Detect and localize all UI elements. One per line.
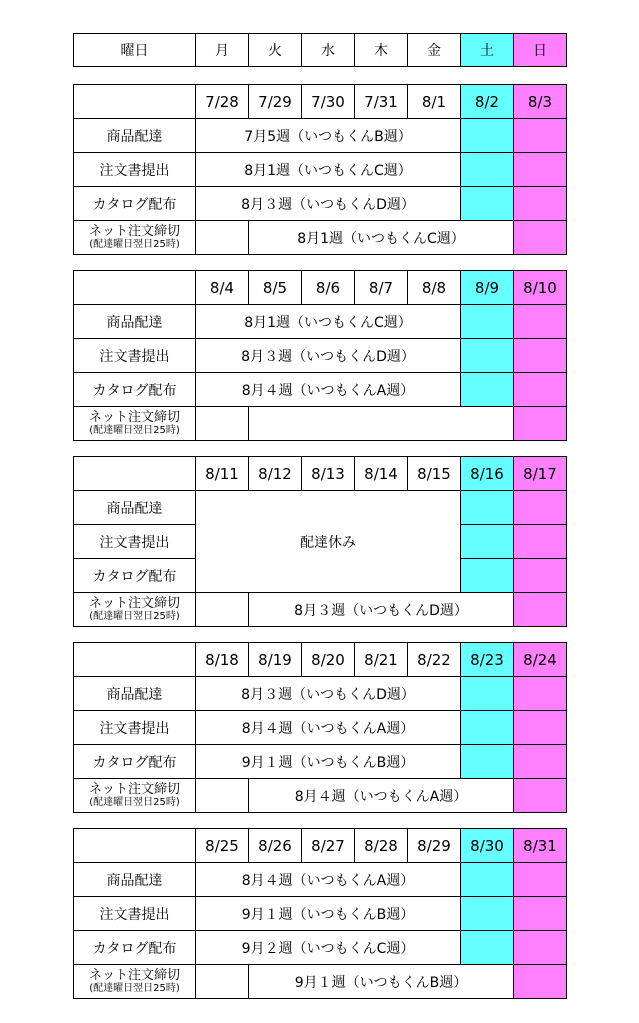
order-value: 8月３週（いつもくんD週）: [196, 339, 461, 373]
order-label: 注文書提出: [74, 525, 196, 559]
date-cell-sat: 8/23: [461, 643, 514, 677]
delivery-row: [74, 305, 567, 339]
net-deadline-blank: [196, 221, 249, 255]
week-table-3: [73, 456, 567, 627]
sat-cell: [461, 187, 514, 221]
catalog-label: カタログ配布: [74, 373, 196, 407]
sun-cell: [514, 373, 567, 407]
sun-cell: [514, 491, 567, 525]
week-table-4: [73, 642, 567, 813]
net-deadline-label-main: ネット注文締切: [88, 967, 180, 983]
sun-cell: [514, 407, 567, 441]
date-cell-sun: 8/31: [514, 829, 567, 863]
date-cell: 8/22: [408, 643, 461, 677]
sun-cell: [514, 153, 567, 187]
day-fri: 金: [408, 34, 461, 67]
sun-cell: [514, 897, 567, 931]
sat-cell: [461, 119, 514, 153]
sun-cell: [514, 745, 567, 779]
delivery-label: 商品配達: [74, 119, 196, 153]
order-label: 注文書提出: [74, 711, 196, 745]
net-deadline-row: [74, 593, 567, 627]
sun-cell: [514, 119, 567, 153]
sun-cell: [514, 593, 567, 627]
sat-cell: [461, 525, 514, 559]
date-cell: 8/29: [408, 829, 461, 863]
date-cell: 8/11: [196, 457, 249, 491]
sat-cell: [461, 339, 514, 373]
sun-cell: [514, 221, 567, 255]
sat-cell: [461, 305, 514, 339]
net-deadline-row: [74, 221, 567, 255]
day-tue: 火: [249, 34, 302, 67]
week-table-5: [73, 828, 567, 999]
order-value: 8月1週（いつもくんC週）: [196, 153, 461, 187]
date-row-blank: [74, 271, 196, 305]
date-cell: 8/6: [302, 271, 355, 305]
sun-cell: [514, 559, 567, 593]
net-deadline-label: [74, 779, 196, 813]
net-deadline-blank: [196, 965, 249, 999]
order-label: 注文書提出: [74, 153, 196, 187]
delivery-value: 7月5週（いつもくんB週）: [196, 119, 461, 153]
net-deadline-row: [74, 779, 567, 813]
net-deadline-blank: [196, 407, 249, 441]
date-cell: 8/20: [302, 643, 355, 677]
delivery-row: [74, 677, 567, 711]
net-deadline-label-main: ネット注文締切: [88, 223, 180, 239]
catalog-value: 8月４週（いつもくんA週）: [196, 373, 461, 407]
date-cell-sat: 8/30: [461, 829, 514, 863]
catalog-value: 9月２週（いつもくんC週）: [196, 931, 461, 965]
date-cell: 8/28: [355, 829, 408, 863]
net-deadline-label-main: ネット注文締切: [88, 781, 180, 797]
date-cell: 7/29: [249, 85, 302, 119]
sun-cell: [514, 677, 567, 711]
sun-cell: [514, 339, 567, 373]
date-row-blank: [74, 457, 196, 491]
order-value: 8月４週（いつもくんA週）: [196, 711, 461, 745]
delivery-row: [74, 863, 567, 897]
catalog-label: カタログ配布: [74, 187, 196, 221]
net-deadline-value: 8月３週（いつもくんD週）: [249, 593, 514, 627]
net-deadline-row: [74, 965, 567, 999]
date-cell-sun: 8/10: [514, 271, 567, 305]
delivery-value: 8月３週（いつもくんD週）: [196, 677, 461, 711]
date-cell-sun: 8/24: [514, 643, 567, 677]
delivery-value: 8月1週（いつもくんC週）: [196, 305, 461, 339]
delivery-value: 8月４週（いつもくんA週）: [196, 863, 461, 897]
date-cell: 7/30: [302, 85, 355, 119]
delivery-row: [74, 491, 567, 525]
date-row: [74, 829, 567, 863]
delivery-label: 商品配達: [74, 491, 196, 525]
date-cell-sun: 8/3: [514, 85, 567, 119]
net-deadline-label-sub: (配達曜日翌日25時): [89, 238, 180, 250]
sun-cell: [514, 863, 567, 897]
net-deadline-blank: [196, 593, 249, 627]
date-row-blank: [74, 829, 196, 863]
holiday-notice: 配達休み: [196, 491, 461, 593]
date-cell: 7/28: [196, 85, 249, 119]
net-deadline-label-main: ネット注文締切: [88, 409, 180, 425]
net-deadline-label: [74, 221, 196, 255]
day-sat: 土: [461, 34, 514, 67]
net-deadline-value: 8月４週（いつもくんA週）: [249, 779, 514, 813]
sat-cell: [461, 153, 514, 187]
delivery-label: 商品配達: [74, 863, 196, 897]
net-deadline-value: 8月1週（いつもくんC週）: [249, 221, 514, 255]
date-cell-sat: 8/16: [461, 457, 514, 491]
net-deadline-blank: [196, 779, 249, 813]
order-label: 注文書提出: [74, 339, 196, 373]
sun-cell: [514, 187, 567, 221]
date-cell: 8/19: [249, 643, 302, 677]
net-deadline-label: [74, 965, 196, 999]
net-deadline-value: 9月１週（いつもくんB週）: [249, 965, 514, 999]
delivery-row: [74, 119, 567, 153]
catalog-row: [74, 373, 567, 407]
date-cell: 8/1: [408, 85, 461, 119]
sat-cell: [461, 373, 514, 407]
sun-cell: [514, 711, 567, 745]
catalog-label: カタログ配布: [74, 931, 196, 965]
date-cell: 8/5: [249, 271, 302, 305]
net-deadline-label-sub: (配達曜日翌日25時): [89, 796, 180, 808]
sat-cell: [461, 559, 514, 593]
date-cell-sat: 8/9: [461, 271, 514, 305]
order-label: 注文書提出: [74, 897, 196, 931]
date-row-blank: [74, 85, 196, 119]
date-cell: 8/26: [249, 829, 302, 863]
net-deadline-label-sub: (配達曜日翌日25時): [89, 982, 180, 994]
day-wed: 水: [302, 34, 355, 67]
order-row: [74, 897, 567, 931]
net-deadline-label-sub: (配達曜日翌日25時): [89, 610, 180, 622]
week-table-1: [73, 84, 567, 255]
date-cell: 8/27: [302, 829, 355, 863]
sun-cell: [514, 931, 567, 965]
weekday-header-row: [74, 34, 567, 67]
date-row: [74, 271, 567, 305]
order-row: [74, 339, 567, 373]
date-cell: 8/18: [196, 643, 249, 677]
sat-cell: [461, 897, 514, 931]
catalog-row: [74, 931, 567, 965]
date-cell: 8/25: [196, 829, 249, 863]
net-deadline-label-sub: (配達曜日翌日25時): [89, 424, 180, 436]
date-cell: 8/12: [249, 457, 302, 491]
delivery-label: 商品配達: [74, 677, 196, 711]
sun-cell: [514, 525, 567, 559]
date-cell: 8/15: [408, 457, 461, 491]
date-cell: 8/4: [196, 271, 249, 305]
weekday-header-table: [73, 33, 567, 67]
catalog-value: 9月１週（いつもくんB週）: [196, 745, 461, 779]
net-deadline-value: [249, 407, 514, 441]
date-cell: 8/14: [355, 457, 408, 491]
date-row-blank: [74, 643, 196, 677]
order-row: [74, 153, 567, 187]
weekday-label: 曜日: [74, 34, 196, 67]
order-row: [74, 711, 567, 745]
net-deadline-row: [74, 407, 567, 441]
sat-cell: [461, 491, 514, 525]
order-value: 9月１週（いつもくんB週）: [196, 897, 461, 931]
sun-cell: [514, 779, 567, 813]
sat-cell: [461, 745, 514, 779]
sun-cell: [514, 965, 567, 999]
sat-cell: [461, 863, 514, 897]
catalog-row: [74, 745, 567, 779]
sat-cell: [461, 931, 514, 965]
net-deadline-label: [74, 593, 196, 627]
date-row: [74, 457, 567, 491]
net-deadline-label-main: ネット注文締切: [88, 595, 180, 611]
sat-cell: [461, 677, 514, 711]
date-cell: 8/13: [302, 457, 355, 491]
catalog-row: [74, 187, 567, 221]
catalog-label: カタログ配布: [74, 745, 196, 779]
catalog-label: カタログ配布: [74, 559, 196, 593]
date-cell: 8/21: [355, 643, 408, 677]
net-deadline-label: [74, 407, 196, 441]
catalog-value: 8月３週（いつもくんD週）: [196, 187, 461, 221]
sat-cell: [461, 711, 514, 745]
date-cell-sun: 8/17: [514, 457, 567, 491]
date-row: [74, 643, 567, 677]
date-row: [74, 85, 567, 119]
date-cell-sat: 8/2: [461, 85, 514, 119]
date-cell: 8/7: [355, 271, 408, 305]
week-table-2: [73, 270, 567, 441]
day-sun: 日: [514, 34, 567, 67]
date-cell: 7/31: [355, 85, 408, 119]
date-cell: 8/8: [408, 271, 461, 305]
delivery-label: 商品配達: [74, 305, 196, 339]
day-mon: 月: [196, 34, 249, 67]
sun-cell: [514, 305, 567, 339]
day-thu: 木: [355, 34, 408, 67]
